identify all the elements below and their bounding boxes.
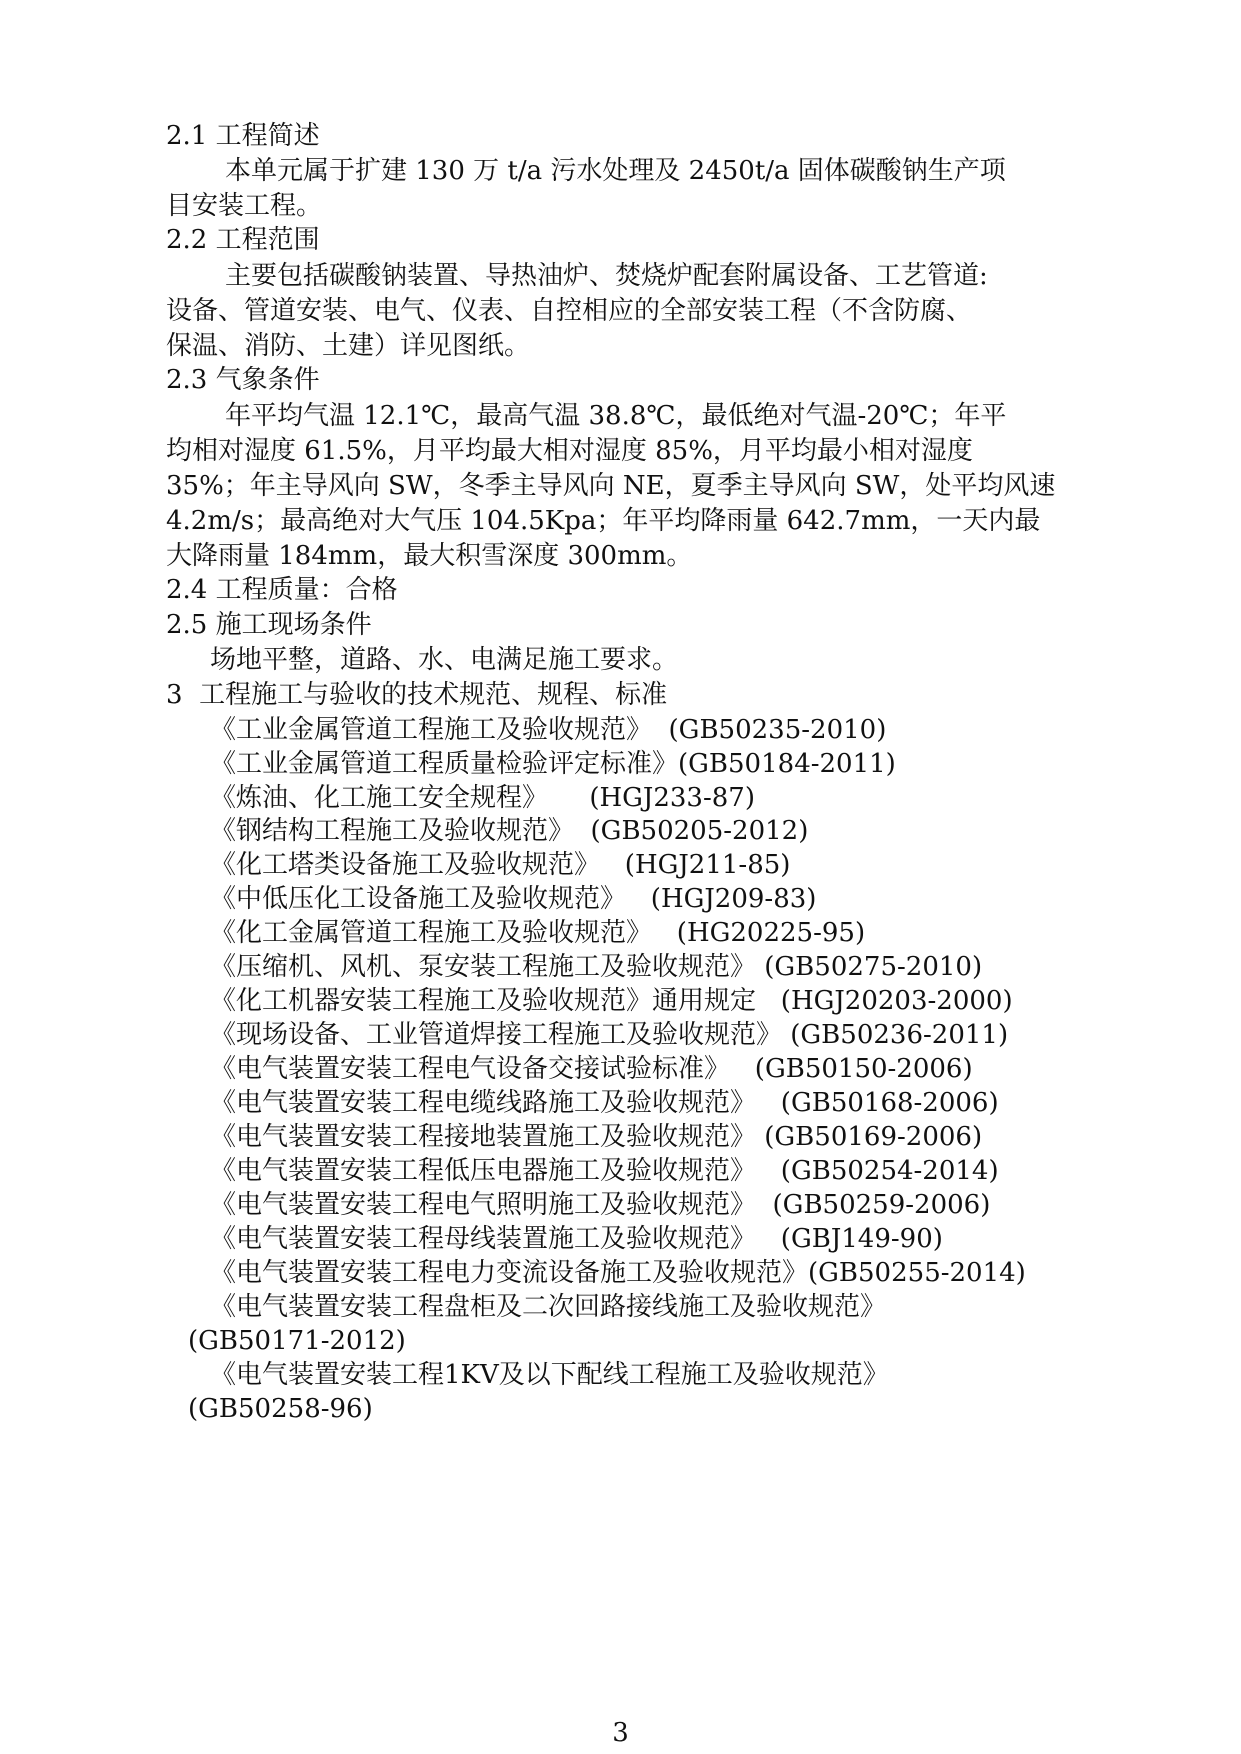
- paragraph-line: 4.2m/s；最高绝对大气压 104.5Kpa；年平均降雨量 642.7mm，一天内最: [166, 506, 1041, 536]
- standard-item: 《电气装置安装工程盘柜及二次回路接线施工及验收规范》: [210, 1292, 887, 1322]
- standard-code: (GB50171-2012): [188, 1326, 406, 1356]
- standard-item: 《压缩机、风机、泵安装工程施工及验收规范》 (GB50275-2010): [210, 952, 983, 982]
- standard-item: 《化工机器安装工程施工及验收规范》通用规定 (HGJ20203-2000): [210, 986, 1013, 1016]
- standard-item: 《电气装置安装工程1KV及以下配线工程施工及验收规范》: [210, 1360, 889, 1390]
- section-heading-2-4: 2.4 工程质量：合格: [166, 575, 398, 605]
- paragraph-line: 均相对湿度 61.5%，月平均最大相对湿度 85%，月平均最小相对湿度: [166, 436, 973, 466]
- section-heading-2-1: 2.1 工程简述: [166, 121, 320, 151]
- paragraph-line: 场地平整，道路、水、电满足施工要求。: [210, 645, 679, 675]
- standard-item: 《炼油、化工施工安全规程》 (HGJ233-87): [210, 783, 755, 813]
- standard-item: 《钢结构工程施工及验收规范》 (GB50205-2012): [210, 816, 809, 846]
- standard-item: 《中低压化工设备施工及验收规范》 (HGJ209-83): [210, 884, 817, 914]
- standard-item: 《电气装置安装工程电气设备交接试验标准》 (GB50150-2006): [210, 1054, 973, 1084]
- standard-item: 《电气装置安装工程接地装置施工及验收规范》 (GB50169-2006): [210, 1122, 983, 1152]
- paragraph-line: 目安装工程。: [166, 191, 323, 221]
- paragraph-line: 设备、管道安装、电气、仪表、自控相应的全部安装工程（不含防腐、: [166, 296, 973, 326]
- standard-item: 《工业金属管道工程施工及验收规范》 (GB50235-2010): [210, 715, 887, 745]
- standard-item: 《化工金属管道工程施工及验收规范》 (HG20225-95): [210, 918, 866, 948]
- section-heading-2-5: 2.5 施工现场条件: [166, 610, 372, 640]
- standard-item: 《现场设备、工业管道焊接工程施工及验收规范》 (GB50236-2011): [210, 1020, 1009, 1050]
- paragraph-line: 保温、消防、土建）详见图纸。: [166, 331, 531, 361]
- section-heading-3: 3 工程施工与验收的技术规范、规程、标准: [166, 680, 668, 710]
- page-number: 3: [612, 1718, 629, 1748]
- standard-item: 《工业金属管道工程质量检验评定标准》(GB50184-2011): [210, 749, 896, 779]
- standard-item: 《电气装置安装工程电缆线路施工及验收规范》 (GB50168-2006): [210, 1088, 999, 1118]
- paragraph-line: 本单元属于扩建 130 万 t/a 污水处理及 2450t/a 固体碳酸钠生产项: [225, 156, 1006, 186]
- standard-item: 《电气装置安装工程电力变流设备施工及验收规范》(GB50255-2014): [210, 1258, 1026, 1288]
- section-heading-2-3: 2.3 气象条件: [166, 365, 320, 395]
- standard-item: 《电气装置安装工程电气照明施工及验收规范》 (GB50259-2006): [210, 1190, 991, 1220]
- paragraph-line: 35%；年主导风向 SW，冬季主导风向 NE，夏季主导风向 SW，处平均风速: [166, 471, 1056, 501]
- standard-item: 《电气装置安装工程母线装置施工及验收规范》 (GBJ149-90): [210, 1224, 943, 1254]
- section-heading-2-2: 2.2 工程范围: [166, 225, 320, 255]
- standard-item: 《电气装置安装工程低压电器施工及验收规范》 (GB50254-2014): [210, 1156, 999, 1186]
- paragraph-line: 年平均气温 12.1℃，最高气温 38.8℃，最低绝对气温-20℃；年平: [225, 401, 1007, 431]
- standard-item: 《化工塔类设备施工及验收规范》 (HGJ211-85): [210, 850, 791, 880]
- standard-code: (GB50258-96): [188, 1394, 373, 1424]
- paragraph-line: 主要包括碳酸钠装置、导热油炉、焚烧炉配套附属设备、工艺管道:: [225, 261, 988, 291]
- paragraph-line: 大降雨量 184mm，最大积雪深度 300mm。: [166, 541, 693, 571]
